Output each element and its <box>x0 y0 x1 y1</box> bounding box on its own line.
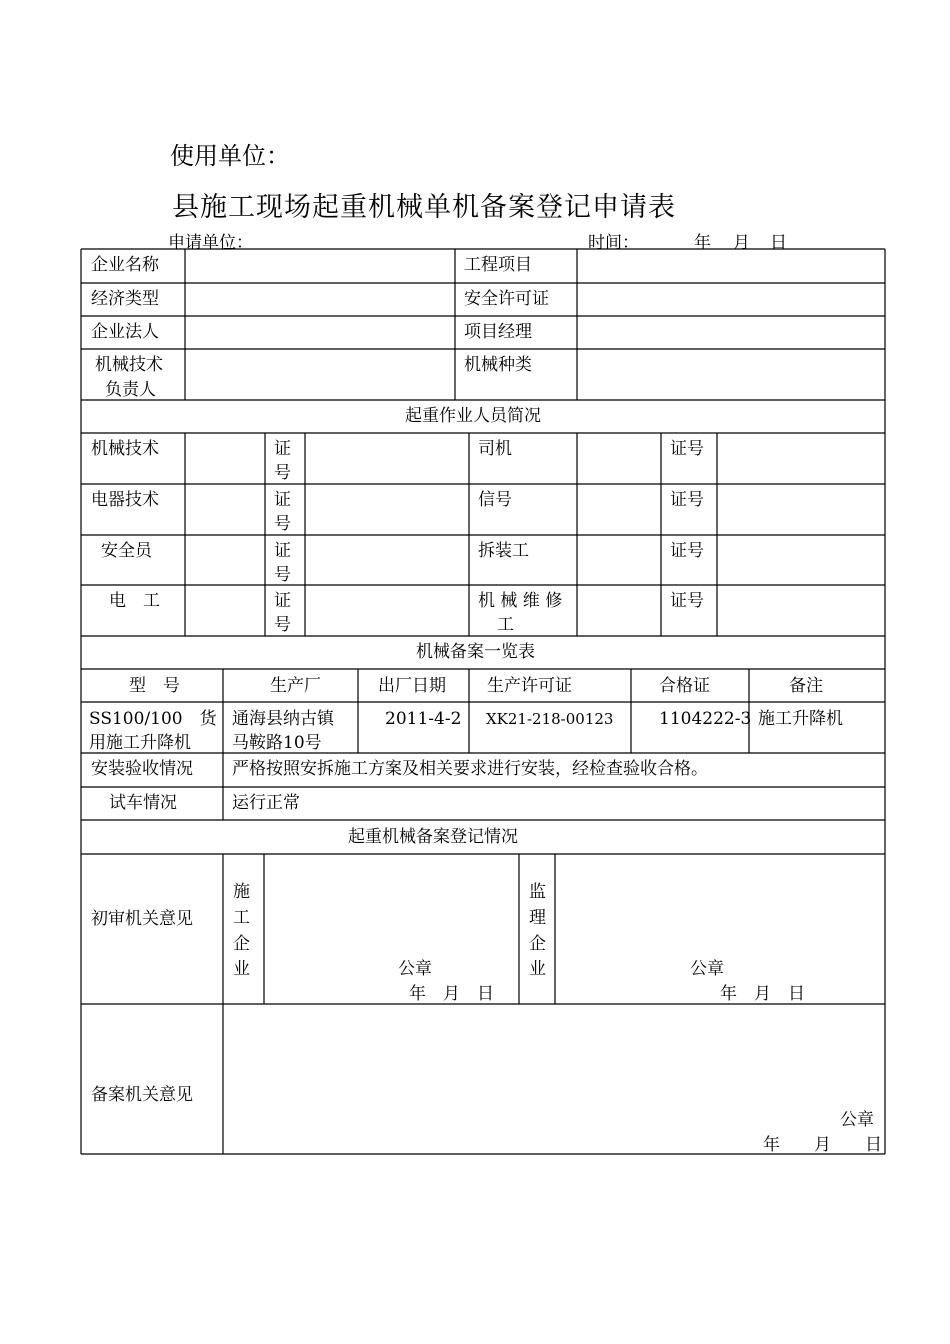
construction-char-1: 施 <box>233 882 250 902</box>
col-header-certificate: 合格证 <box>659 676 710 696</box>
machine-model-line2: 用施工升降机 <box>89 733 191 753</box>
cert-label-split-top: 证 <box>274 541 291 561</box>
trial-run-text: 运行正常 <box>232 793 300 813</box>
trial-run-label: 试车情况 <box>109 793 177 813</box>
using-unit-label: 使用单位： <box>170 142 290 170</box>
construction-seal: 公章 <box>398 959 432 979</box>
filing-seal: 公章 <box>840 1110 874 1130</box>
machine-maker-line1: 通海县纳古镇 <box>232 709 334 729</box>
staff-role-electrician: 电 工 <box>109 591 160 611</box>
filing-date: 年 月 日 <box>763 1135 882 1155</box>
machine-certificate: 1104222-3 <box>659 709 752 729</box>
supervision-seal: 公章 <box>690 959 724 979</box>
project-manager-label: 项目经理 <box>464 322 532 342</box>
date-year: 年 <box>694 233 711 253</box>
staff-role-signal: 信号 <box>478 490 512 510</box>
col-header-factory-date: 出厂日期 <box>378 676 446 696</box>
machine-production-license: XK21-218-00123 <box>486 710 614 728</box>
staff-role-repair-line2: 工 <box>497 615 514 635</box>
machine-model-line1: SS100/100 货 <box>89 709 217 729</box>
cert-label-split-bottom: 号 <box>274 514 291 534</box>
safety-permit-label: 安全许可证 <box>464 289 549 309</box>
construction-char-3: 企 <box>233 934 250 954</box>
cert-label-split-bottom: 号 <box>274 565 291 585</box>
cert-label-split-bottom: 号 <box>274 615 291 635</box>
staff-role-repair-line1: 机 械 维 修 <box>478 591 563 611</box>
legal-person-label: 企业法人 <box>91 322 159 342</box>
construction-date: 年 月 日 <box>409 984 494 1004</box>
cert-label: 证号 <box>670 541 704 561</box>
cert-label-split-top: 证 <box>274 591 291 611</box>
first-review-label: 初审机关意见 <box>91 909 193 929</box>
tech-lead-label-line1: 机械技术 <box>95 355 163 375</box>
machine-factory-date: 2011-4-2 <box>385 709 462 729</box>
staff-role-driver: 司机 <box>478 439 512 459</box>
col-header-model: 型 号 <box>129 676 180 696</box>
cert-label: 证号 <box>670 439 704 459</box>
time-label: 时间： <box>588 233 639 253</box>
tech-lead-label-line2: 负责人 <box>105 380 156 400</box>
cert-label-split-top: 证 <box>274 490 291 510</box>
col-header-remark: 备注 <box>789 676 823 696</box>
supervision-char-3: 企 <box>529 934 546 954</box>
applicant-label: 申请单位： <box>168 233 253 253</box>
col-header-production-license: 生产许可证 <box>487 676 572 696</box>
staff-section-title: 起重作业人员简况 <box>405 406 541 426</box>
construction-char-4: 业 <box>233 959 250 979</box>
supervision-date: 年 月 日 <box>720 984 805 1004</box>
staff-role-safety: 安全员 <box>101 541 152 561</box>
machine-maker-line2: 马鞍路10号 <box>232 733 322 753</box>
supervision-char-4: 业 <box>529 959 546 979</box>
date-month: 月 <box>733 233 750 253</box>
install-acceptance-label: 安装验收情况 <box>91 759 193 779</box>
machines-section-title: 机械备案一览表 <box>416 642 535 662</box>
filing-authority-label: 备案机关意见 <box>91 1085 193 1105</box>
economic-type-label: 经济类型 <box>91 289 159 309</box>
machine-remark: 施工升降机 <box>758 709 843 729</box>
construction-char-2: 工 <box>233 908 250 928</box>
staff-role-installer: 拆装工 <box>478 541 529 561</box>
supervision-char-1: 监 <box>529 882 546 902</box>
project-label: 工程项目 <box>464 255 532 275</box>
company-name-label: 企业名称 <box>91 255 159 275</box>
registration-section-title: 起重机械备案登记情况 <box>348 827 518 847</box>
form-title: 县施工现场起重机械单机备案登记申请表 <box>172 192 676 223</box>
machine-type-label: 机械种类 <box>464 355 532 375</box>
supervision-char-2: 理 <box>529 908 546 928</box>
cert-label: 证号 <box>670 591 704 611</box>
install-acceptance-text: 严格按照安拆施工方案及相关要求进行安装，经检查验收合格。 <box>232 759 708 779</box>
date-day: 日 <box>770 233 787 253</box>
staff-role-electrical-tech: 电器技术 <box>91 490 159 510</box>
cert-label-split-bottom: 号 <box>274 463 291 483</box>
col-header-manufacturer: 生产厂 <box>270 676 321 696</box>
cert-label-split-top: 证 <box>274 439 291 459</box>
staff-role-mech-tech: 机械技术 <box>91 439 159 459</box>
cert-label: 证号 <box>670 490 704 510</box>
